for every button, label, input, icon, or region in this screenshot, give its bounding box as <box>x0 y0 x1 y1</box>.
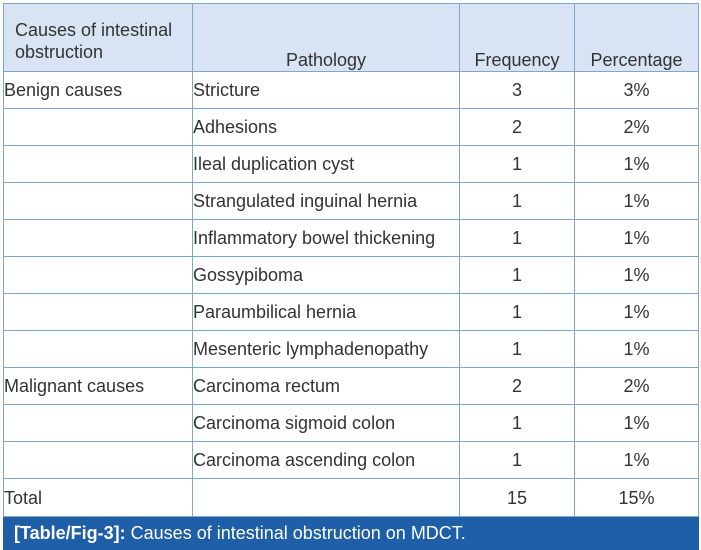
header-percentage: Percentage <box>575 4 699 72</box>
cause-cell <box>4 257 193 294</box>
frequency-cell: 1 <box>460 257 575 294</box>
header-row <box>4 4 699 72</box>
pathology-cell: Stricture <box>193 72 460 109</box>
header-frequency: Frequency <box>460 4 575 72</box>
header-pathology: Pathology <box>193 4 460 72</box>
percentage-cell: 1% <box>575 183 699 220</box>
cause-cell <box>4 405 193 442</box>
cause-cell <box>4 294 193 331</box>
total-percentage: 15% <box>575 479 699 517</box>
percentage-cell: 1% <box>575 331 699 368</box>
table-row <box>4 405 699 442</box>
percentage-cell: 1% <box>575 257 699 294</box>
total-pathology <box>193 479 460 517</box>
table-row <box>4 368 699 405</box>
pathology-cell: Ileal duplication cyst <box>193 146 460 183</box>
pathology-cell: Paraumbilical hernia <box>193 294 460 331</box>
frequency-cell: 1 <box>460 220 575 257</box>
cause-cell <box>4 183 193 220</box>
percentage-cell: 1% <box>575 220 699 257</box>
table-row <box>4 220 699 257</box>
obstruction-causes-table <box>3 3 699 550</box>
table-row <box>4 183 699 220</box>
pathology-cell: Adhesions <box>193 109 460 146</box>
caption-label: [Table/Fig-3]: <box>14 523 126 543</box>
table-row <box>4 146 699 183</box>
frequency-cell: 1 <box>460 183 575 220</box>
pathology-cell: Carcinoma sigmoid colon <box>193 405 460 442</box>
table-figure <box>3 3 698 544</box>
cause-cell <box>4 220 193 257</box>
pathology-cell: Carcinoma ascending colon <box>193 442 460 479</box>
frequency-cell: 2 <box>460 109 575 146</box>
header-causes: Causes of intestinal obstruction <box>4 4 193 72</box>
cause-cell <box>4 331 193 368</box>
percentage-cell: 1% <box>575 405 699 442</box>
figure-caption <box>4 517 699 550</box>
frequency-cell: 1 <box>460 146 575 183</box>
table-row <box>4 72 699 109</box>
pathology-cell: Inflammatory bowel thickening <box>193 220 460 257</box>
percentage-cell: 1% <box>575 294 699 331</box>
percentage-cell: 3% <box>575 72 699 109</box>
frequency-cell: 3 <box>460 72 575 109</box>
cause-cell: Benign causes <box>4 72 193 109</box>
table-row <box>4 331 699 368</box>
pathology-cell: Gossypiboma <box>193 257 460 294</box>
cause-cell: Malignant causes <box>4 368 193 405</box>
table-row <box>4 257 699 294</box>
frequency-cell: 1 <box>460 294 575 331</box>
frequency-cell: 1 <box>460 442 575 479</box>
frequency-cell: 2 <box>460 368 575 405</box>
percentage-cell: 1% <box>575 442 699 479</box>
percentage-cell: 1% <box>575 146 699 183</box>
cause-cell <box>4 442 193 479</box>
frequency-cell: 1 <box>460 331 575 368</box>
percentage-cell: 2% <box>575 109 699 146</box>
total-frequency: 15 <box>460 479 575 517</box>
frequency-cell: 1 <box>460 405 575 442</box>
caption-row <box>4 517 699 550</box>
table-row <box>4 294 699 331</box>
total-label: Total <box>4 479 193 517</box>
percentage-cell: 2% <box>575 368 699 405</box>
table-row <box>4 442 699 479</box>
table-row <box>4 109 699 146</box>
pathology-cell: Carcinoma rectum <box>193 368 460 405</box>
pathology-cell: Strangulated inguinal hernia <box>193 183 460 220</box>
caption-text: Causes of intestinal obstruction on MDCT. <box>125 523 466 543</box>
total-row <box>4 479 699 517</box>
cause-cell <box>4 109 193 146</box>
pathology-cell: Mesenteric lymphadenopathy <box>193 331 460 368</box>
cause-cell <box>4 146 193 183</box>
